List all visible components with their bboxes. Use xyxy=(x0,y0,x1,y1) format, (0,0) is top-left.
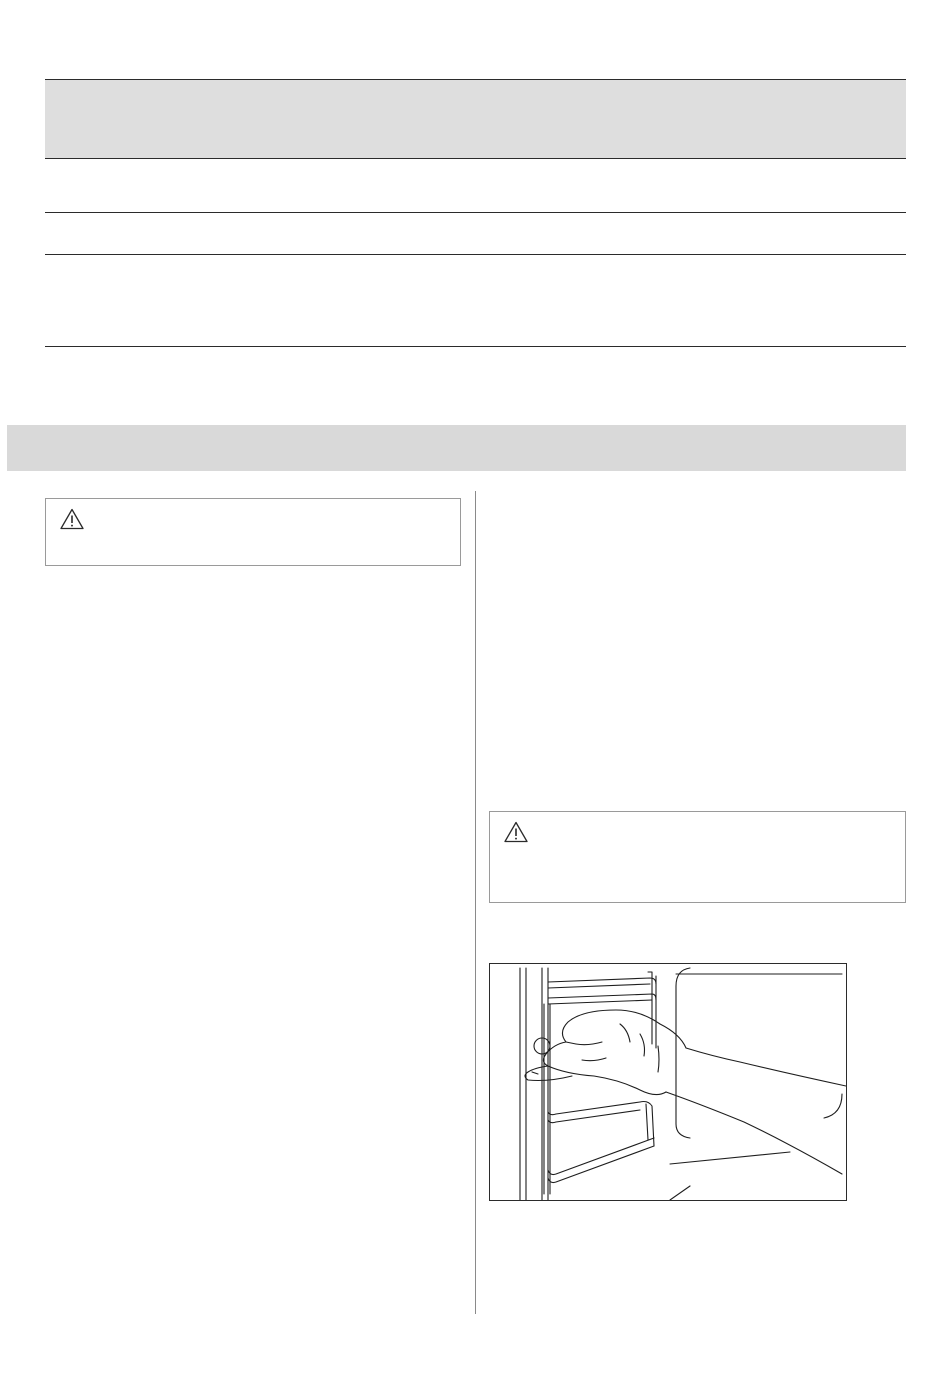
warning-triangle-icon xyxy=(60,508,84,530)
shelf-support-illustration xyxy=(489,963,847,1201)
warning-box xyxy=(489,811,906,903)
section-heading-band xyxy=(7,425,906,471)
column-divider xyxy=(475,491,476,1314)
warning-box xyxy=(45,498,461,566)
table-row xyxy=(45,213,906,255)
table-row xyxy=(45,255,906,347)
table-header-row xyxy=(45,79,906,159)
hand-removing-shelf-support-icon xyxy=(490,964,846,1200)
table-row xyxy=(45,159,906,213)
warning-triangle-icon xyxy=(504,821,528,843)
